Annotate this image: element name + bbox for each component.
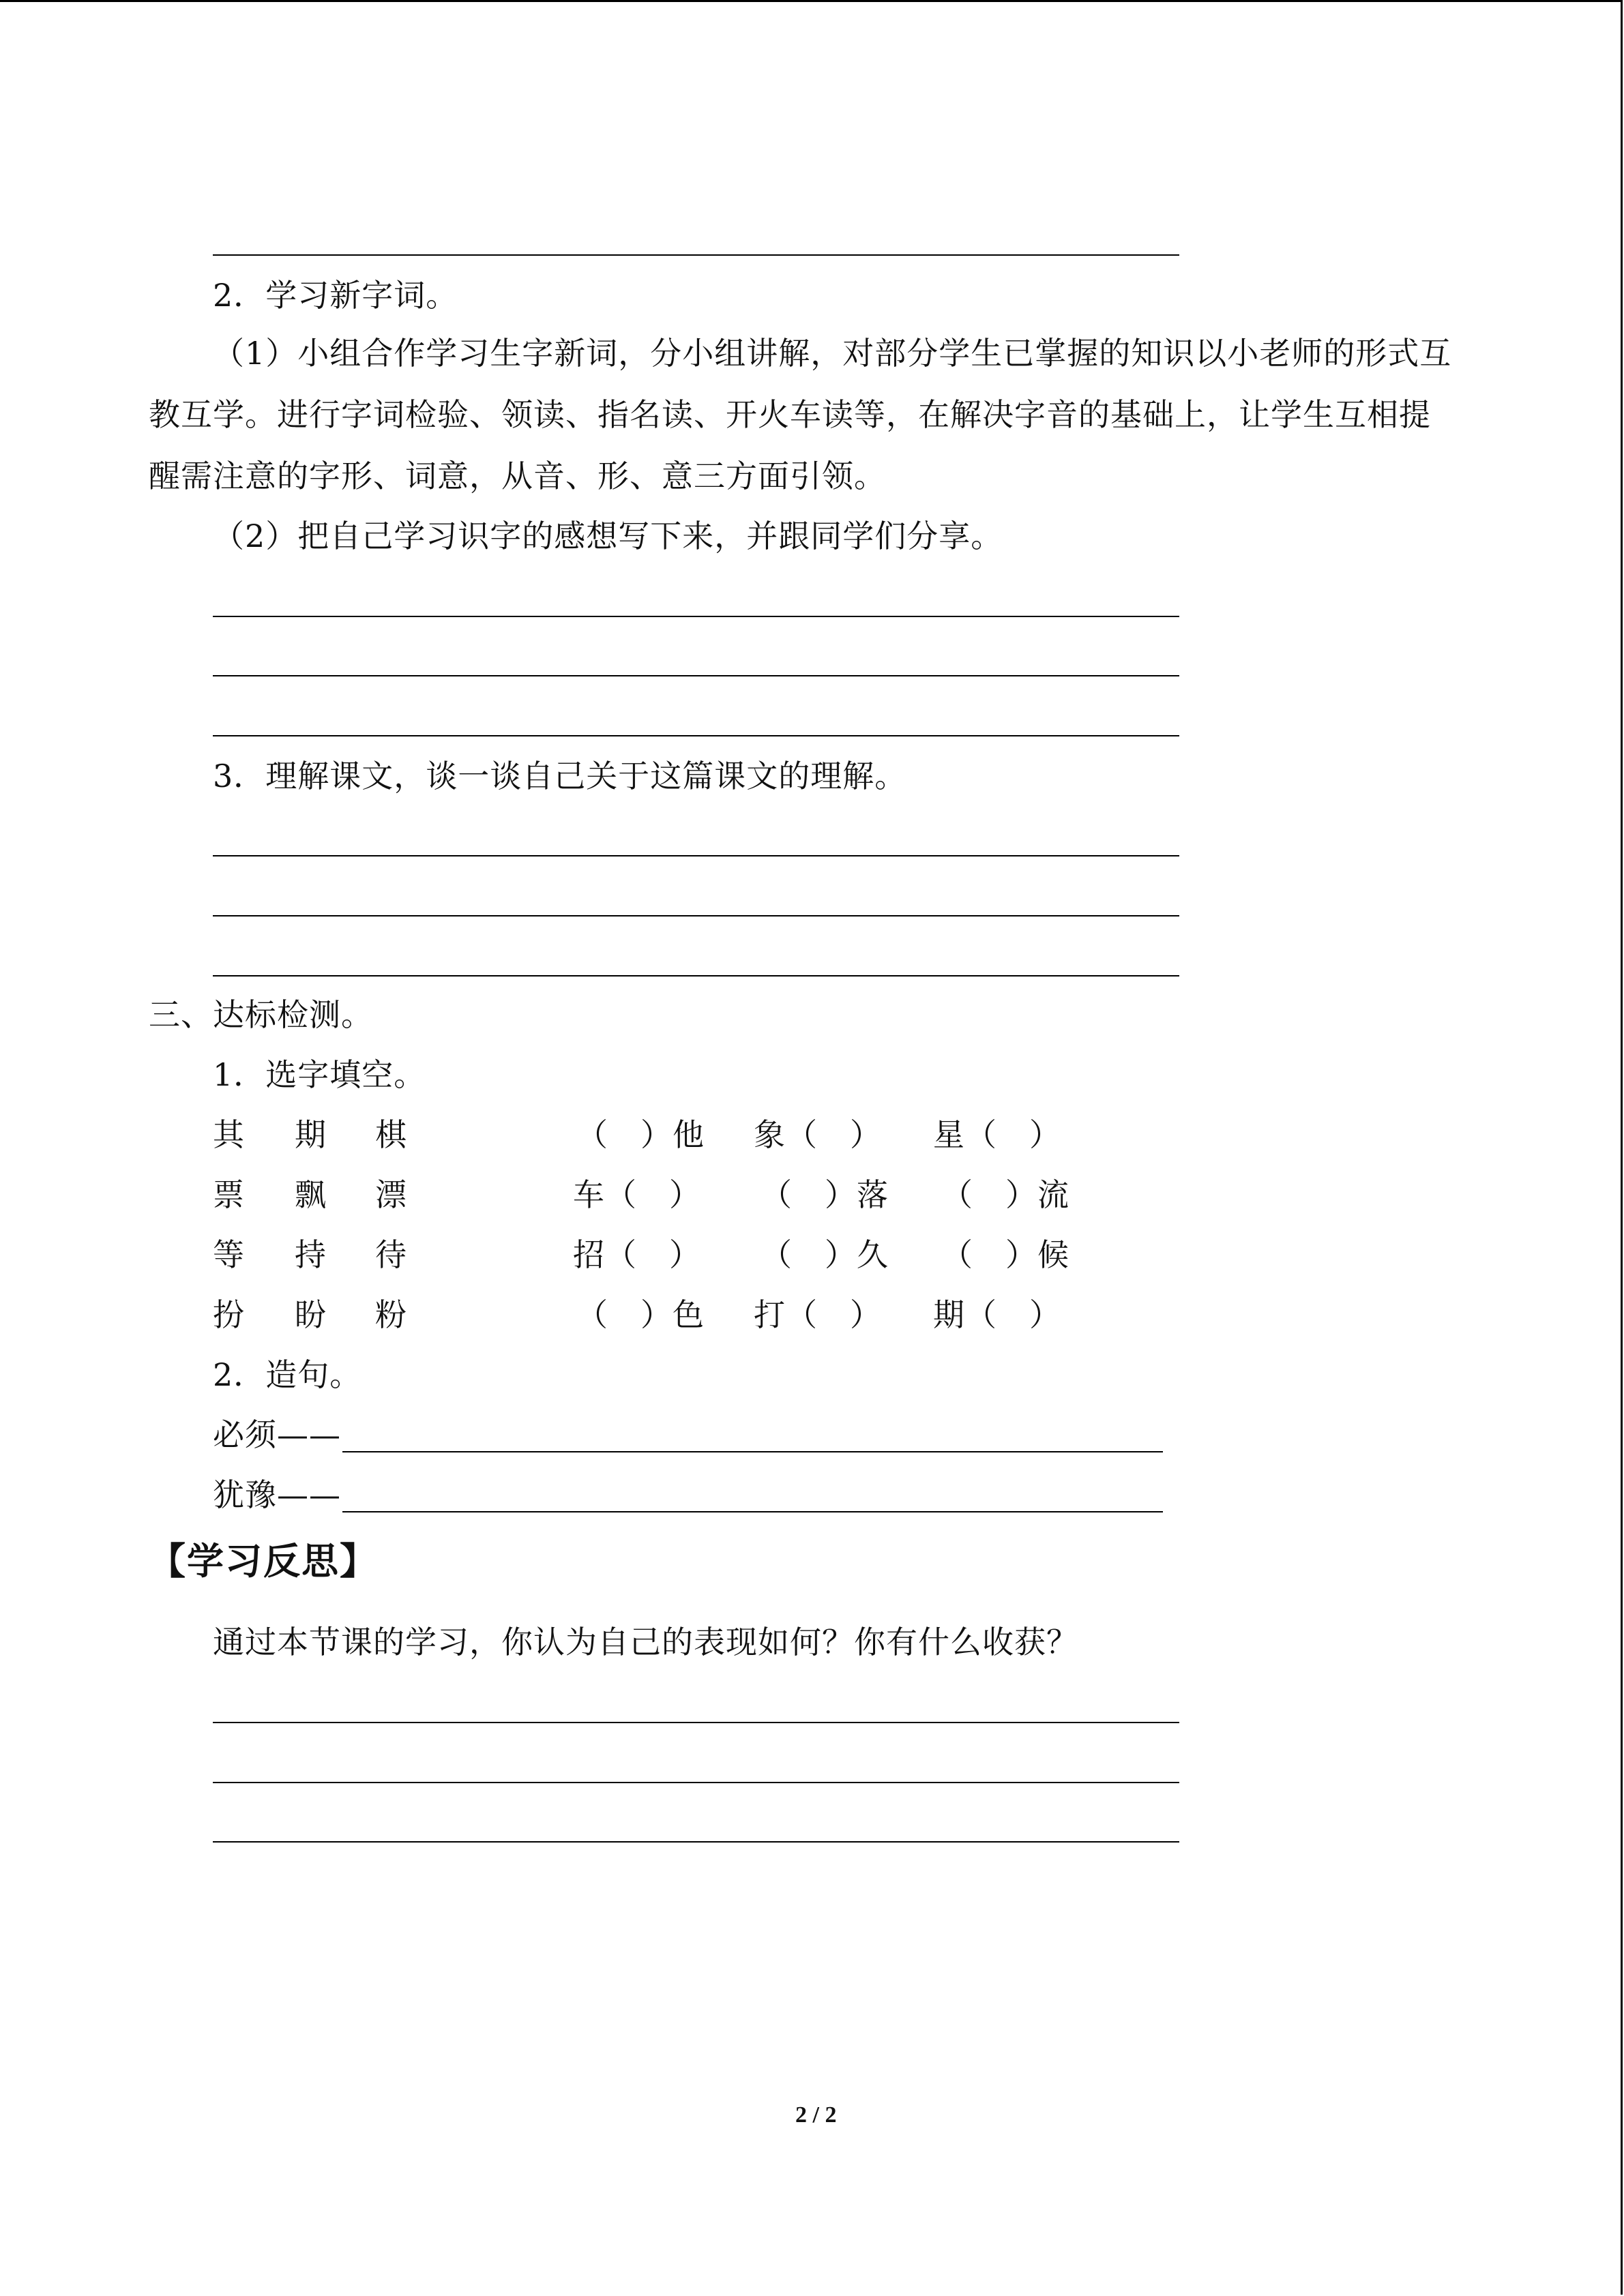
answer-line — [213, 915, 1179, 916]
answer-line — [213, 1782, 1179, 1783]
item-title: 3．理解课文，谈一谈自己关于这篇课文的理解。 — [213, 758, 907, 794]
item-title: 1．选字填空。 — [213, 1056, 426, 1093]
blank-word: 象（ ） — [754, 1116, 882, 1153]
char-option: 漂 — [375, 1176, 407, 1213]
blank-word: （ ）流 — [941, 1176, 1069, 1213]
blank-word: （ ）色 — [576, 1296, 705, 1333]
blank-word: 星（ ） — [933, 1116, 1061, 1153]
reflection-heading: 【学习反思】 — [149, 1540, 378, 1583]
char-option: 持 — [295, 1236, 327, 1273]
blank-word: （ ）他 — [576, 1116, 705, 1153]
paragraph-line: 教互学。进行字词检验、领读、指名读、开火车读等，在解决字音的基础上，让学生互相提 — [149, 396, 1431, 433]
sentence-answer-line[interactable] — [342, 1451, 1163, 1452]
char-option: 盼 — [295, 1296, 327, 1333]
char-option: 扮 — [213, 1296, 245, 1333]
item-title: 2．学习新字词。 — [213, 277, 458, 314]
char-option: 待 — [375, 1236, 407, 1273]
char-option: 期 — [295, 1116, 327, 1153]
blank-word: （ ）久 — [761, 1236, 889, 1273]
item-title: 2．造句。 — [213, 1356, 362, 1393]
answer-line — [213, 616, 1179, 617]
char-option: 粉 — [375, 1296, 407, 1333]
paragraph-line: （2）把自己学习识字的感想写下来，并跟同学们分享。 — [213, 518, 1003, 554]
answer-line — [213, 1722, 1179, 1723]
sentence-answer-line[interactable] — [342, 1511, 1163, 1512]
char-option: 飘 — [295, 1176, 327, 1213]
blank-word: （ ）候 — [941, 1236, 1069, 1273]
paragraph-line: （1）小组合作学习生字新词，分小组讲解，对部分学生已掌握的知识以小老师的形式互 — [213, 335, 1452, 372]
answer-line — [213, 735, 1179, 736]
char-option: 等 — [213, 1236, 245, 1273]
sentence-prompt: 必须—— — [213, 1416, 341, 1453]
answer-line — [213, 675, 1179, 676]
blank-word: （ ）落 — [761, 1176, 889, 1213]
char-option: 票 — [213, 1176, 245, 1213]
answer-line — [213, 254, 1179, 256]
blank-word: 打（ ） — [754, 1296, 882, 1333]
answer-line — [213, 975, 1179, 976]
blank-word: 车（ ） — [573, 1176, 701, 1213]
blank-word: 招（ ） — [573, 1236, 701, 1273]
blank-word: 期（ ） — [933, 1296, 1061, 1333]
page-number: 2 / 2 — [795, 2102, 837, 2128]
char-option: 棋 — [375, 1116, 407, 1153]
answer-line — [213, 1841, 1179, 1843]
sentence-prompt: 犹豫—— — [213, 1476, 341, 1513]
answer-line — [213, 855, 1179, 856]
section-title: 三、达标检测。 — [149, 996, 373, 1033]
paragraph-line: 醒需注意的字形、词意，从音、形、意三方面引领。 — [149, 458, 886, 494]
reflection-question: 通过本节课的学习，你认为自己的表现如何？你有什么收获？ — [213, 1624, 1078, 1660]
char-option: 其 — [213, 1116, 245, 1153]
